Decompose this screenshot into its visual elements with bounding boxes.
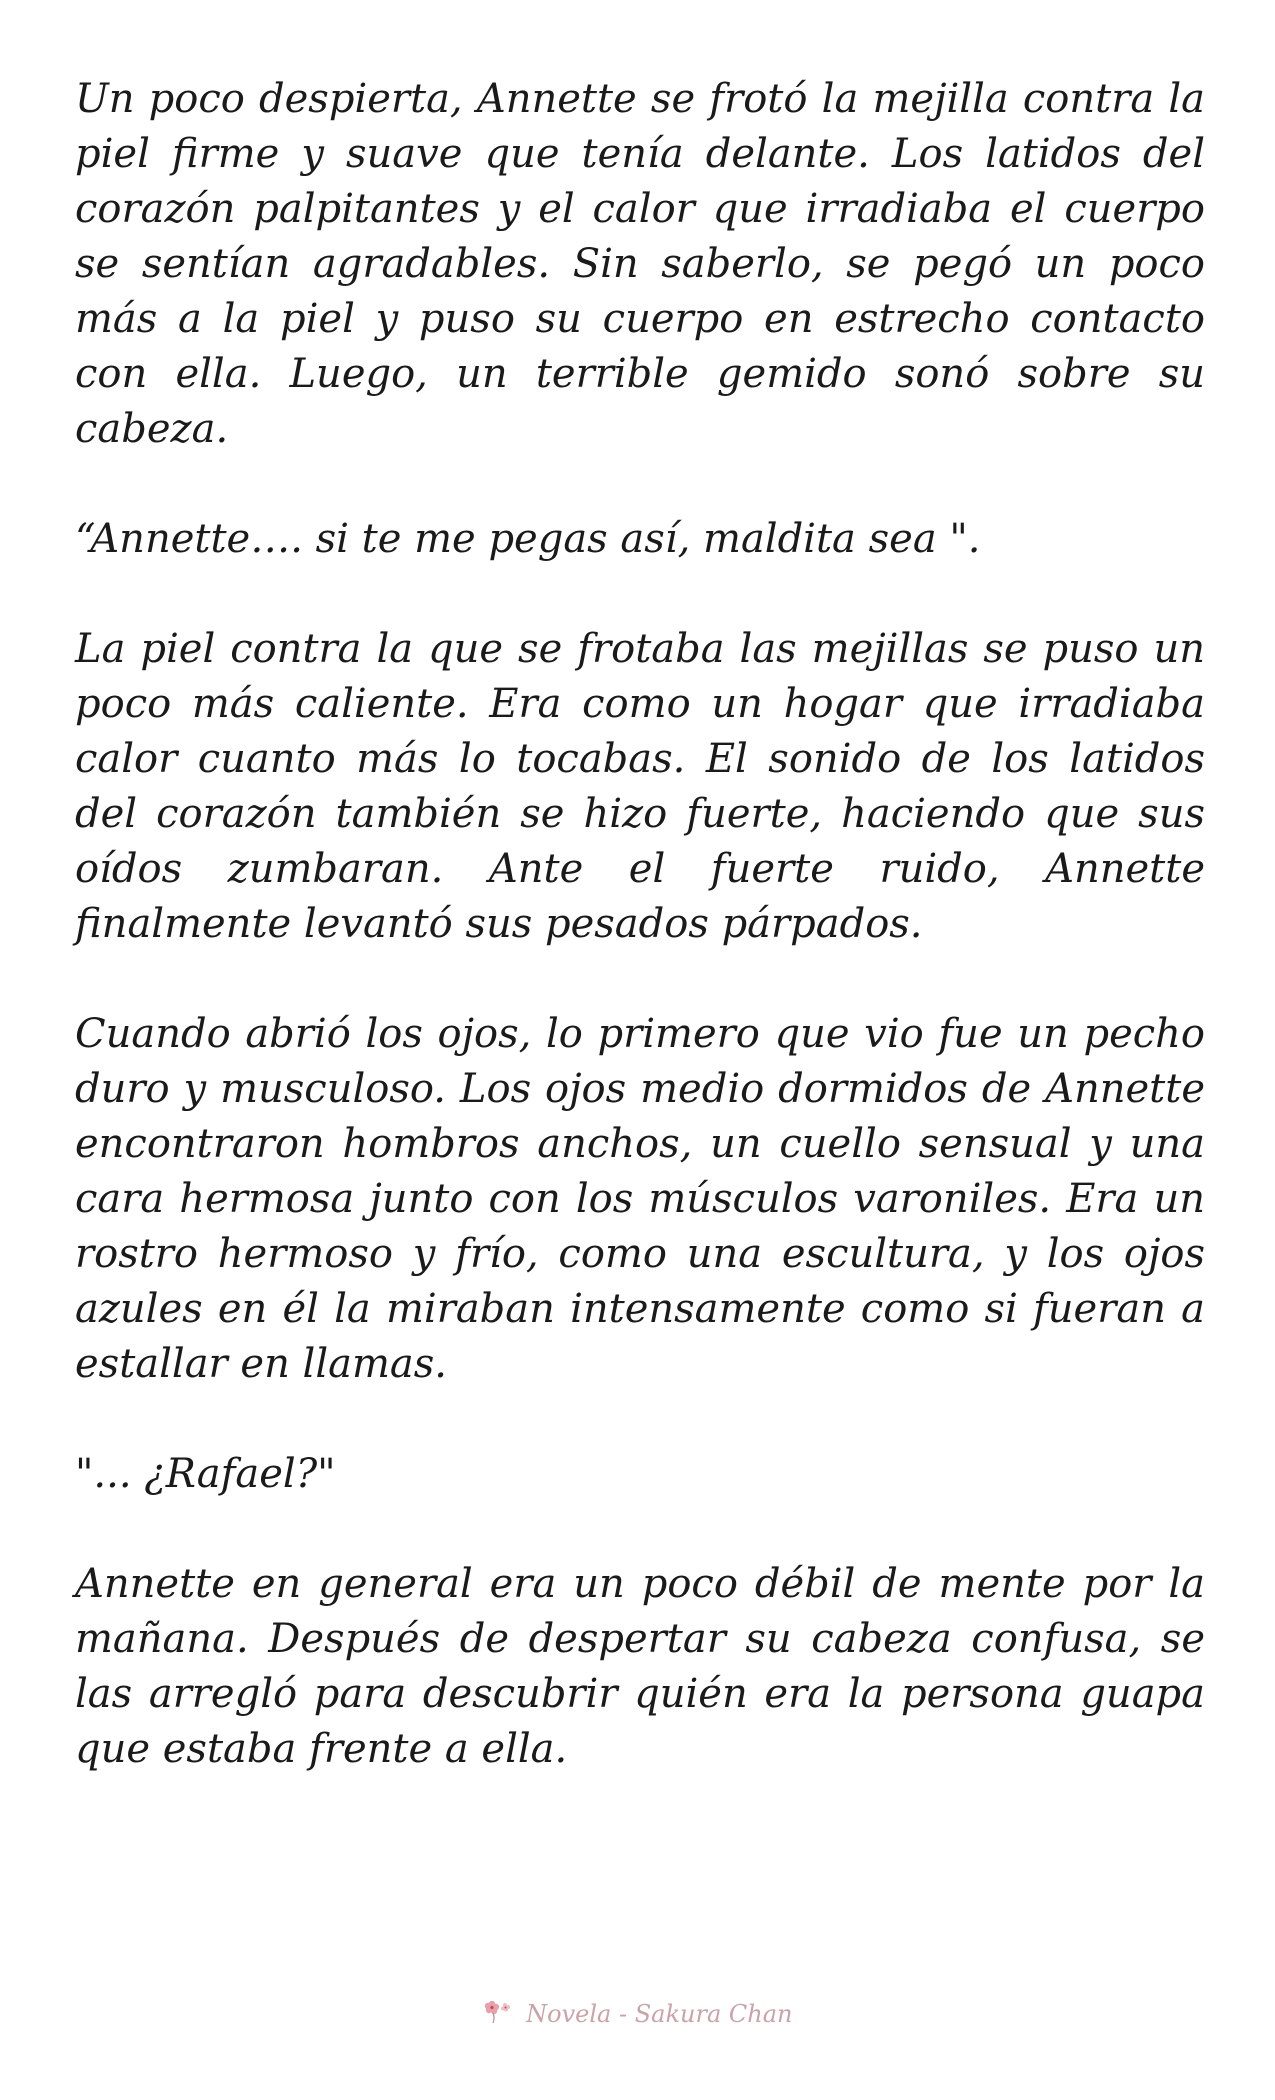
paragraph-5: "... ¿Rafael?" — [75, 1451, 336, 1497]
watermark-footer — [0, 1998, 1275, 2030]
sakura-flower-icon — [483, 1998, 513, 2030]
paragraph-1: Un poco despierta, Annette se frotó la mejilla contra la piel firme y suave que tenía delante. Los latidos del corazón palpitantes y el calor que irradiaba el cuerpo se sentían agradables. Sin saberlo, se pegó un poco más a la piel y puso su cuerpo en estrecho contacto con ella. Luego, un terrible gemido sonó sobre su cabeza. — [75, 76, 1205, 452]
paragraph-4: Cuando abrió los ojos, lo primero que vio fue un pecho duro y musculoso. Los ojos medio dormidos de Annette encontraron hombros anchos, un cuello sensual y una cara hermosa junto con los músculos varoniles. Era un rostro hermoso y frío, como una escultura, y los ojos azules en él la miraban intensamente como si fueran a estallar en llamas. — [75, 1011, 1205, 1387]
watermark-text: Novela - Sakura Chan — [526, 2000, 793, 2028]
paragraph-2: “Annette…. si te me pegas así, maldita sea ". — [75, 516, 981, 562]
document-page — [75, 72, 1205, 1832]
paragraph-6: Annette en general era un poco débil de mente por la mañana. Después de despertar su cabeza confusa, se las arregló para descubrir quién era la persona guapa que estaba frente a ella. — [75, 1561, 1205, 1772]
paragraph-3: La piel contra la que se frotaba las mejillas se puso un poco más caliente. Era como un hogar que irradiaba calor cuanto más lo tocabas. El sonido de los latidos del corazón también se hizo fuerte, haciendo que sus oídos zumbaran. Ante el fuerte ruido, Annette finalmente levantó sus pesados párpados. — [75, 626, 1205, 947]
